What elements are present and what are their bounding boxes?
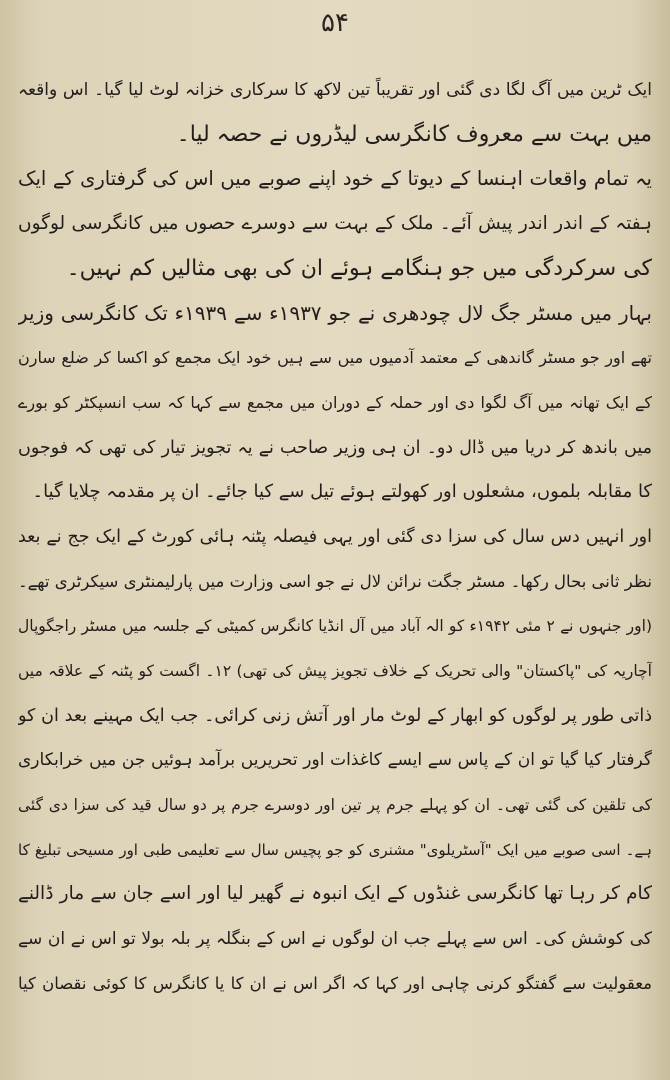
text-line: ایک ٹرین میں آگ لگا دی گئی اور تقریباً تین لاکھ کا سرکاری خزانہ لوٹ لیا گیا۔ اس واقعہ	[18, 80, 652, 100]
text-line: معقولیت سے گفتگو کرنی چاہی اور کہا کہ اگر اس نے ان کا یا کانگرس کا کوئی نقصان کیا	[18, 973, 652, 993]
text-line: کا مقابلہ بلموں، مشعلوں اور کھولتے ہوئے تیل سے کیا جائے۔ ان پر مقدمہ چلایا گیا۔	[32, 481, 652, 503]
text-line: اور انہیں دس سال کی سزا دی گئی اور یہی فیصلہ پٹنہ ہائی کورٹ کے ایک جج نے بعد	[18, 526, 652, 547]
text-line: کی کوشش کی۔ اس سے پہلے جب ان لوگوں نے اس کے بنگلہ پر بلہ بولا تو اس نے ان سے	[18, 929, 652, 950]
text-line: یہ تمام واقعات اہنسا کے دیوتا کے خود اپنے صوبے میں اس کی گرفتاری کے ایک	[18, 167, 652, 191]
text-line: کے ایک تھانہ میں آگ لگوا دی اور حملہ کے دوران میں مجمع سے کہا کہ سب انسپکٹر کو بورے	[18, 392, 652, 412]
text-line: میں بہت سے معروف کانگرسی لیڈروں نے حصہ لیا۔	[176, 121, 652, 147]
text-line: آچاریہ کی "پاکستان" والی تحریک کے خلاف تجویز پیش کی تھی) ۱۲۔ اگست کو پٹنہ کے علاقہ میں	[18, 661, 652, 680]
text-line: ہفتہ کے اندر اندر پیش آئے۔ ملک کے بہت سے دوسرے حصوں میں کانگرسی لوگوں	[18, 213, 652, 235]
text-line: کی تلقین کی گئی تھی۔ ان کو پہلے جرم پر تین اور دوسرے جرم پر دو سال قید کی سزا دی گئی	[18, 796, 652, 814]
text-line: میں باندھ کر دریا میں ڈال دو۔ ان ہی وزیر صاحب نے یہ تجویز تیار کی تھی کہ فوجوں	[18, 437, 652, 458]
text-line: بہار میں مسٹر جگ لال چودھری نے جو ۱۹۳۷ء سے ۱۹۳۹ء تک کانگرسی وزیر	[18, 301, 652, 326]
text-line: تھے اور جو مسٹر گاندھی کے معتمد آدمیوں میں سے ہیں خود ایک مجمع کو اکسا کر ضلع سارن	[18, 348, 652, 368]
text-line: نظر ثانی بحال رکھا۔ مسٹر جگت نرائن لال نے جو اسی وزارت میں پارلیمنٹری سیکرٹری تھے۔	[18, 571, 652, 591]
text-line: ہے۔ اسی صوبے میں ایک "آسٹریلوی" مشنری کو جو پچیس سال سے تعلیمی طبی اور مسیحی تبلیغ کا	[18, 840, 652, 859]
text-line: (اور جنہوں نے ۲ مئی ۱۹۴۲ء کو الہ آباد میں آل انڈیا کانگرس کمیٹی کے جلسہ میں مسٹر راجگوپال	[18, 617, 652, 636]
text-line: گرفتار کیا گیا تو ان کے پاس سے ایسے کاغذات اور تحریریں برآمد ہوئیں جن میں خرابکاری	[18, 750, 652, 771]
page-number: ۵۴	[321, 8, 349, 38]
text-line: کی سرکردگی میں جو ہنگامے ہوئے ان کی بھی مثالیں کم نہیں۔	[66, 255, 652, 281]
text-line: کام کر رہا تھا کانگرسی غنڈوں کے ایک انبوہ نے گھیر لیا اور اسے جان سے مار ڈالنے	[18, 883, 652, 905]
text-line: ذاتی طور پر لوگوں کو ابھار کے لوٹ مار اور آتش زنی کرائی۔ جب ایک مہینے بعد ان کو	[18, 705, 652, 726]
page-body-text	[18, 68, 652, 1006]
